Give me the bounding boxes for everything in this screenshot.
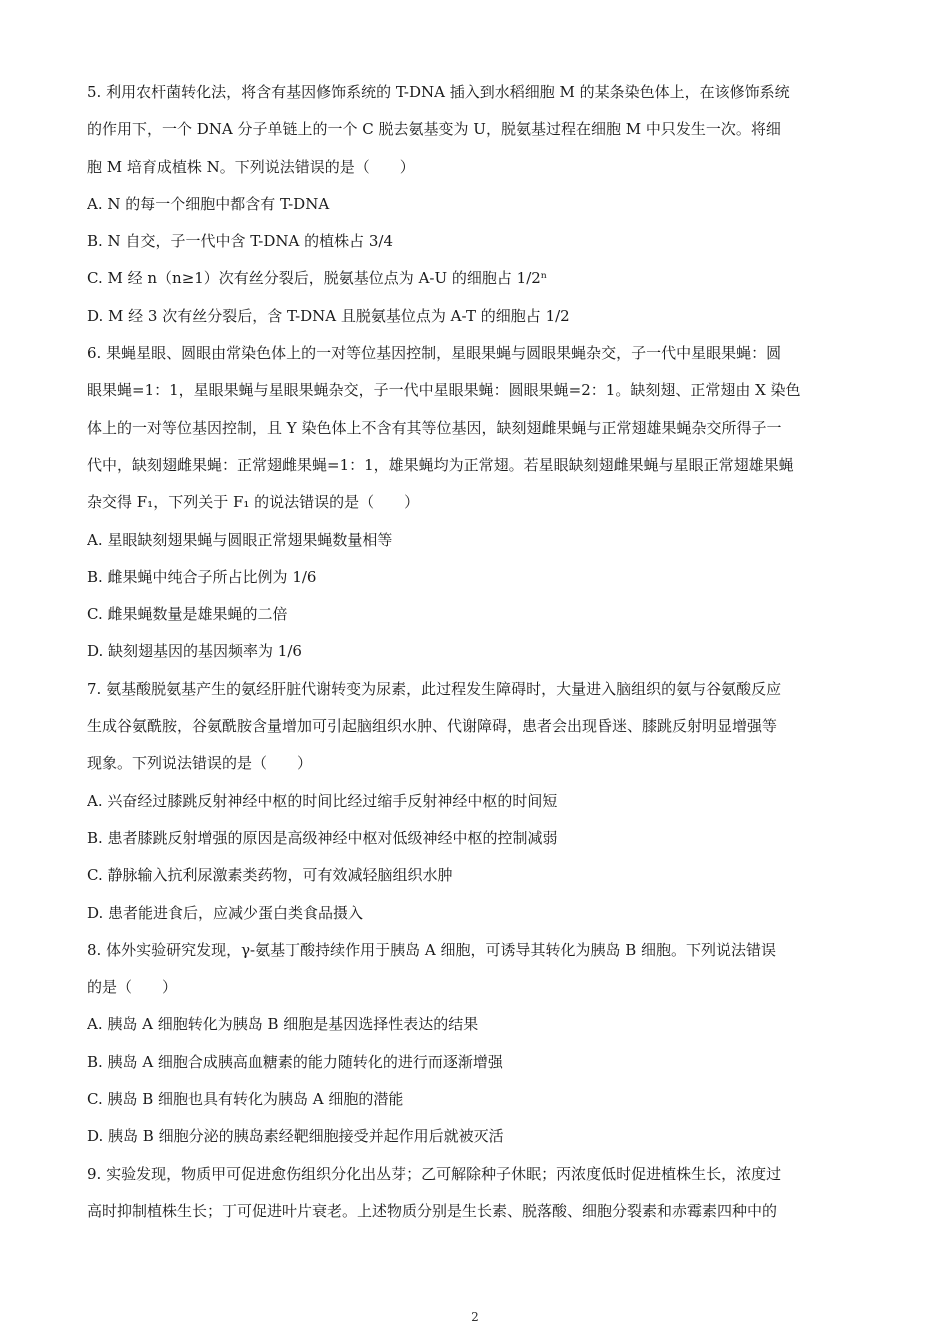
question-6-stem-line: 代中，缺刻翅雌果蝇：正常翅雌果蝇=1：1，雄果蝇均为正常翅。若星眼缺刻翅雌果蝇与星眼正常翅雄果蝇 <box>87 455 794 474</box>
question-5-option-d: D. M 经 3 次有丝分裂后，含 T-DNA 且脱氨基位点为 A-T 的细胞占 1/2 <box>87 306 570 325</box>
question-5-option-c: C. M 经 n（n≥1）次有丝分裂后，脱氨基位点为 A-U 的细胞占 1/2ⁿ <box>87 269 548 288</box>
question-8-option-b: B. 胰岛 A 细胞合成胰高血糖素的能力随转化的进行而逐渐增强 <box>87 1052 503 1071</box>
question-7-option-c: C. 静脉输入抗利尿激素类药物，可有效减轻脑组织水肿 <box>87 866 453 885</box>
question-7-stem-line: 生成谷氨酰胺，谷氨酰胺含量增加可引起脑组织水肿、代谢障碍，患者会出现昏迷、膝跳反射明显增强等 <box>87 717 778 736</box>
question-7-stem-line: 现象。下列说法错误的是（ ） <box>87 754 313 773</box>
question-5-stem-line: 胞 M 培育成植株 N。下列说法错误的是（ ） <box>87 157 415 176</box>
question-6-option-a: A. 星眼缺刻翅果蝇与圆眼正常翅果蝇数量相等 <box>87 530 393 549</box>
question-5-stem-line: 的作用下，一个 DNA 分子单链上的一个 C 脱去氨基变为 U，脱氨基过程在细胞 M 中只发生一次。将细 <box>87 120 781 139</box>
question-8-option-a: A. 胰岛 A 细胞转化为胰岛 B 细胞是基因选择性表达的结果 <box>87 1015 479 1034</box>
question-9 <box>87 1156 865 1231</box>
question-7-option-a: A. 兴奋经过膝跳反射神经中枢的时间比经过缩手反射神经中枢的时间短 <box>87 791 558 810</box>
question-9-stem-line: 9. 实验发现，物质甲可促进愈伤组织分化出丛芽；乙可解除种子休眠；丙浓度低时促进植株生长，浓度过 <box>87 1164 782 1183</box>
document-body <box>87 74 865 1230</box>
question-5-stem-line: 5. 利用农杆菌转化法，将含有基因修饰系统的 T-DNA 插入到水稻细胞 M 的某条染色体上，在该修饰系统 <box>87 83 790 101</box>
question-5 <box>87 74 865 335</box>
question-7-stem-line: 7. 氨基酸脱氨基产生的氨经肝脏代谢转变为尿素，此过程发生障碍时，大量进入脑组织的氨与谷氨酸反应 <box>87 679 782 698</box>
question-8 <box>87 932 865 1156</box>
question-8-stem-line: 8. 体外实验研究发现，γ-氨基丁酸持续作用于胰岛 A 细胞，可诱导其转化为胰岛 B 细胞。下列说法错误 <box>87 940 777 959</box>
question-7 <box>87 671 865 932</box>
question-8-stem-line: 的是（ ） <box>87 978 178 997</box>
question-5-option-b: B. N 自交，子一代中含 T-DNA 的植株占 3/4 <box>87 232 394 251</box>
question-6 <box>87 335 865 671</box>
question-6-stem-line: 眼果蝇=1：1，星眼果蝇与星眼果蝇杂交，子一代中星眼果蝇：圆眼果蝇=2：1。缺刻翅、正常翅由 X 染色 <box>87 381 801 400</box>
question-6-stem-line: 体上的一对等位基因控制，且 Y 染色体上不含有其等位基因，缺刻翅雌果蝇与正常翅雄果蝇杂交所得子一 <box>87 418 782 437</box>
question-6-option-d: D. 缺刻翅基因的基因频率为 1/6 <box>87 642 302 661</box>
question-8-option-d: D. 胰岛 B 细胞分泌的胰岛素经靶细胞接受并起作用后就被灭活 <box>87 1127 504 1146</box>
question-9-stem-line: 高时抑制植株生长；丁可促进叶片衰老。上述物质分别是生长素、脱落酸、细胞分裂素和赤霉素四种中的 <box>87 1201 778 1220</box>
question-6-option-c: C. 雌果蝇数量是雄果蝇的二倍 <box>87 605 288 624</box>
question-7-option-b: B. 患者膝跳反射增强的原因是高级神经中枢对低级神经中枢的控制减弱 <box>87 828 558 847</box>
question-8-option-c: C. 胰岛 B 细胞也具有转化为胰岛 A 细胞的潜能 <box>87 1090 404 1109</box>
question-5-option-a: A. N 的每一个细胞中都含有 T-DNA <box>87 194 330 213</box>
question-6-option-b: B. 雌果蝇中纯合子所占比例为 1/6 <box>87 567 317 586</box>
question-7-option-d: D. 患者能进食后，应减少蛋白类食品摄入 <box>87 903 364 922</box>
question-6-stem-line: 6. 果蝇星眼、圆眼由常染色体上的一对等位基因控制，星眼果蝇与圆眼果蝇杂交，子一代中星眼果蝇：圆 <box>87 344 782 363</box>
page-number: 2 <box>471 1310 479 1324</box>
question-6-stem-line: 杂交得 F₁，下列关于 F₁ 的说法错误的是（ ） <box>87 493 420 512</box>
